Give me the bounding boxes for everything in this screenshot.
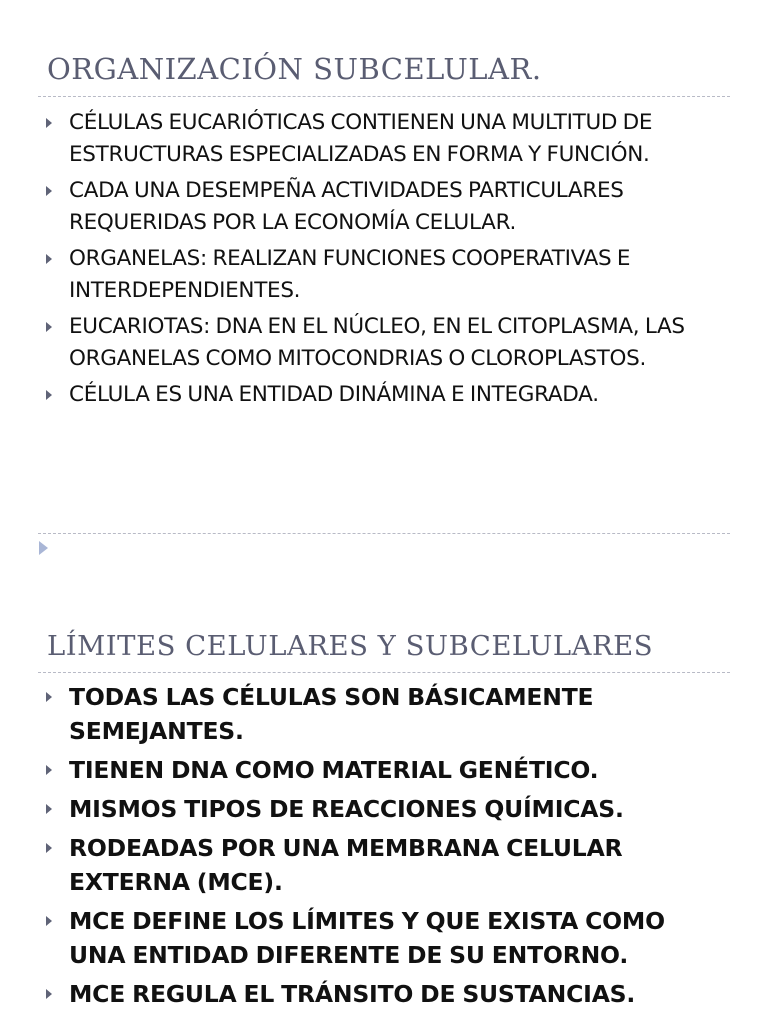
triangle-right-icon bbox=[46, 916, 52, 926]
triangle-right-icon bbox=[46, 804, 52, 814]
bullet-item bbox=[46, 680, 726, 748]
bullet-list bbox=[46, 107, 726, 416]
bullet-text: CÉLULA ES UNA ENTIDAD DINÁMINA E INTEGRADA. bbox=[69, 382, 599, 407]
bullet-item bbox=[46, 379, 726, 411]
bullet-item bbox=[46, 107, 726, 170]
triangle-right-icon bbox=[46, 118, 52, 128]
bullet-item bbox=[46, 175, 726, 238]
triangle-right-icon bbox=[46, 989, 52, 999]
triangle-right-icon bbox=[46, 692, 52, 702]
triangle-right-icon bbox=[46, 186, 52, 196]
footer-divider bbox=[38, 533, 730, 534]
slide-limites-celulares bbox=[0, 600, 768, 1024]
footer-arrow-icon bbox=[39, 541, 48, 555]
title-divider bbox=[38, 672, 730, 673]
bullet-text: MISMOS TIPOS DE REACCIONES QUÍMICAS. bbox=[69, 795, 624, 823]
bullet-text: TODAS LAS CÉLULAS SON BÁSICAMENTE SEMEJANTES. bbox=[69, 683, 594, 745]
bullet-item bbox=[46, 831, 726, 899]
bullet-text: MCE REGULA EL TRÁNSITO DE SUSTANCIAS. bbox=[69, 980, 636, 1008]
bullet-text: EUCARIOTAS: DNA EN EL NÚCLEO, EN EL CITOPLASMA, LAS ORGANELAS COMO MITOCONDRIAS O CLOROPLASTOS. bbox=[69, 314, 685, 371]
triangle-right-icon bbox=[46, 390, 52, 400]
bullet-item bbox=[46, 904, 726, 972]
bullet-item bbox=[46, 977, 726, 1011]
triangle-right-icon bbox=[46, 254, 52, 264]
slide-title: LÍMITES CELULARES Y SUBCELULARES bbox=[47, 630, 654, 662]
bullet-text: CÉLULAS EUCARIÓTICAS CONTIENEN UNA MULTITUD DE ESTRUCTURAS ESPECIALIZADAS EN FORMA Y FUNCIÓN. bbox=[69, 110, 653, 167]
title-divider bbox=[38, 96, 730, 97]
bullet-item bbox=[46, 311, 726, 374]
bullet-list bbox=[46, 680, 726, 1016]
bullet-text: MCE DEFINE LOS LÍMITES Y QUE EXISTA COMO UNA ENTIDAD DIFERENTE DE SU ENTORNO. bbox=[69, 907, 665, 969]
bullet-text: CADA UNA DESEMPEÑA ACTIVIDADES PARTICULARES REQUERIDAS POR LA ECONOMÍA CELULAR. bbox=[69, 178, 624, 235]
bullet-item bbox=[46, 792, 726, 826]
triangle-right-icon bbox=[46, 843, 52, 853]
triangle-right-icon bbox=[46, 765, 52, 775]
bullet-text: TIENEN DNA COMO MATERIAL GENÉTICO. bbox=[69, 756, 599, 784]
bullet-item bbox=[46, 753, 726, 787]
bullet-text: ORGANELAS: REALIZAN FUNCIONES COOPERATIVAS E INTERDEPENDIENTES. bbox=[69, 246, 631, 303]
slide-title: ORGANIZACIÓN SUBCELULAR. bbox=[47, 52, 542, 86]
triangle-right-icon bbox=[46, 322, 52, 332]
bullet-item bbox=[46, 243, 726, 306]
bullet-text: RODEADAS POR UNA MEMBRANA CELULAR EXTERNA (MCE). bbox=[69, 834, 623, 896]
